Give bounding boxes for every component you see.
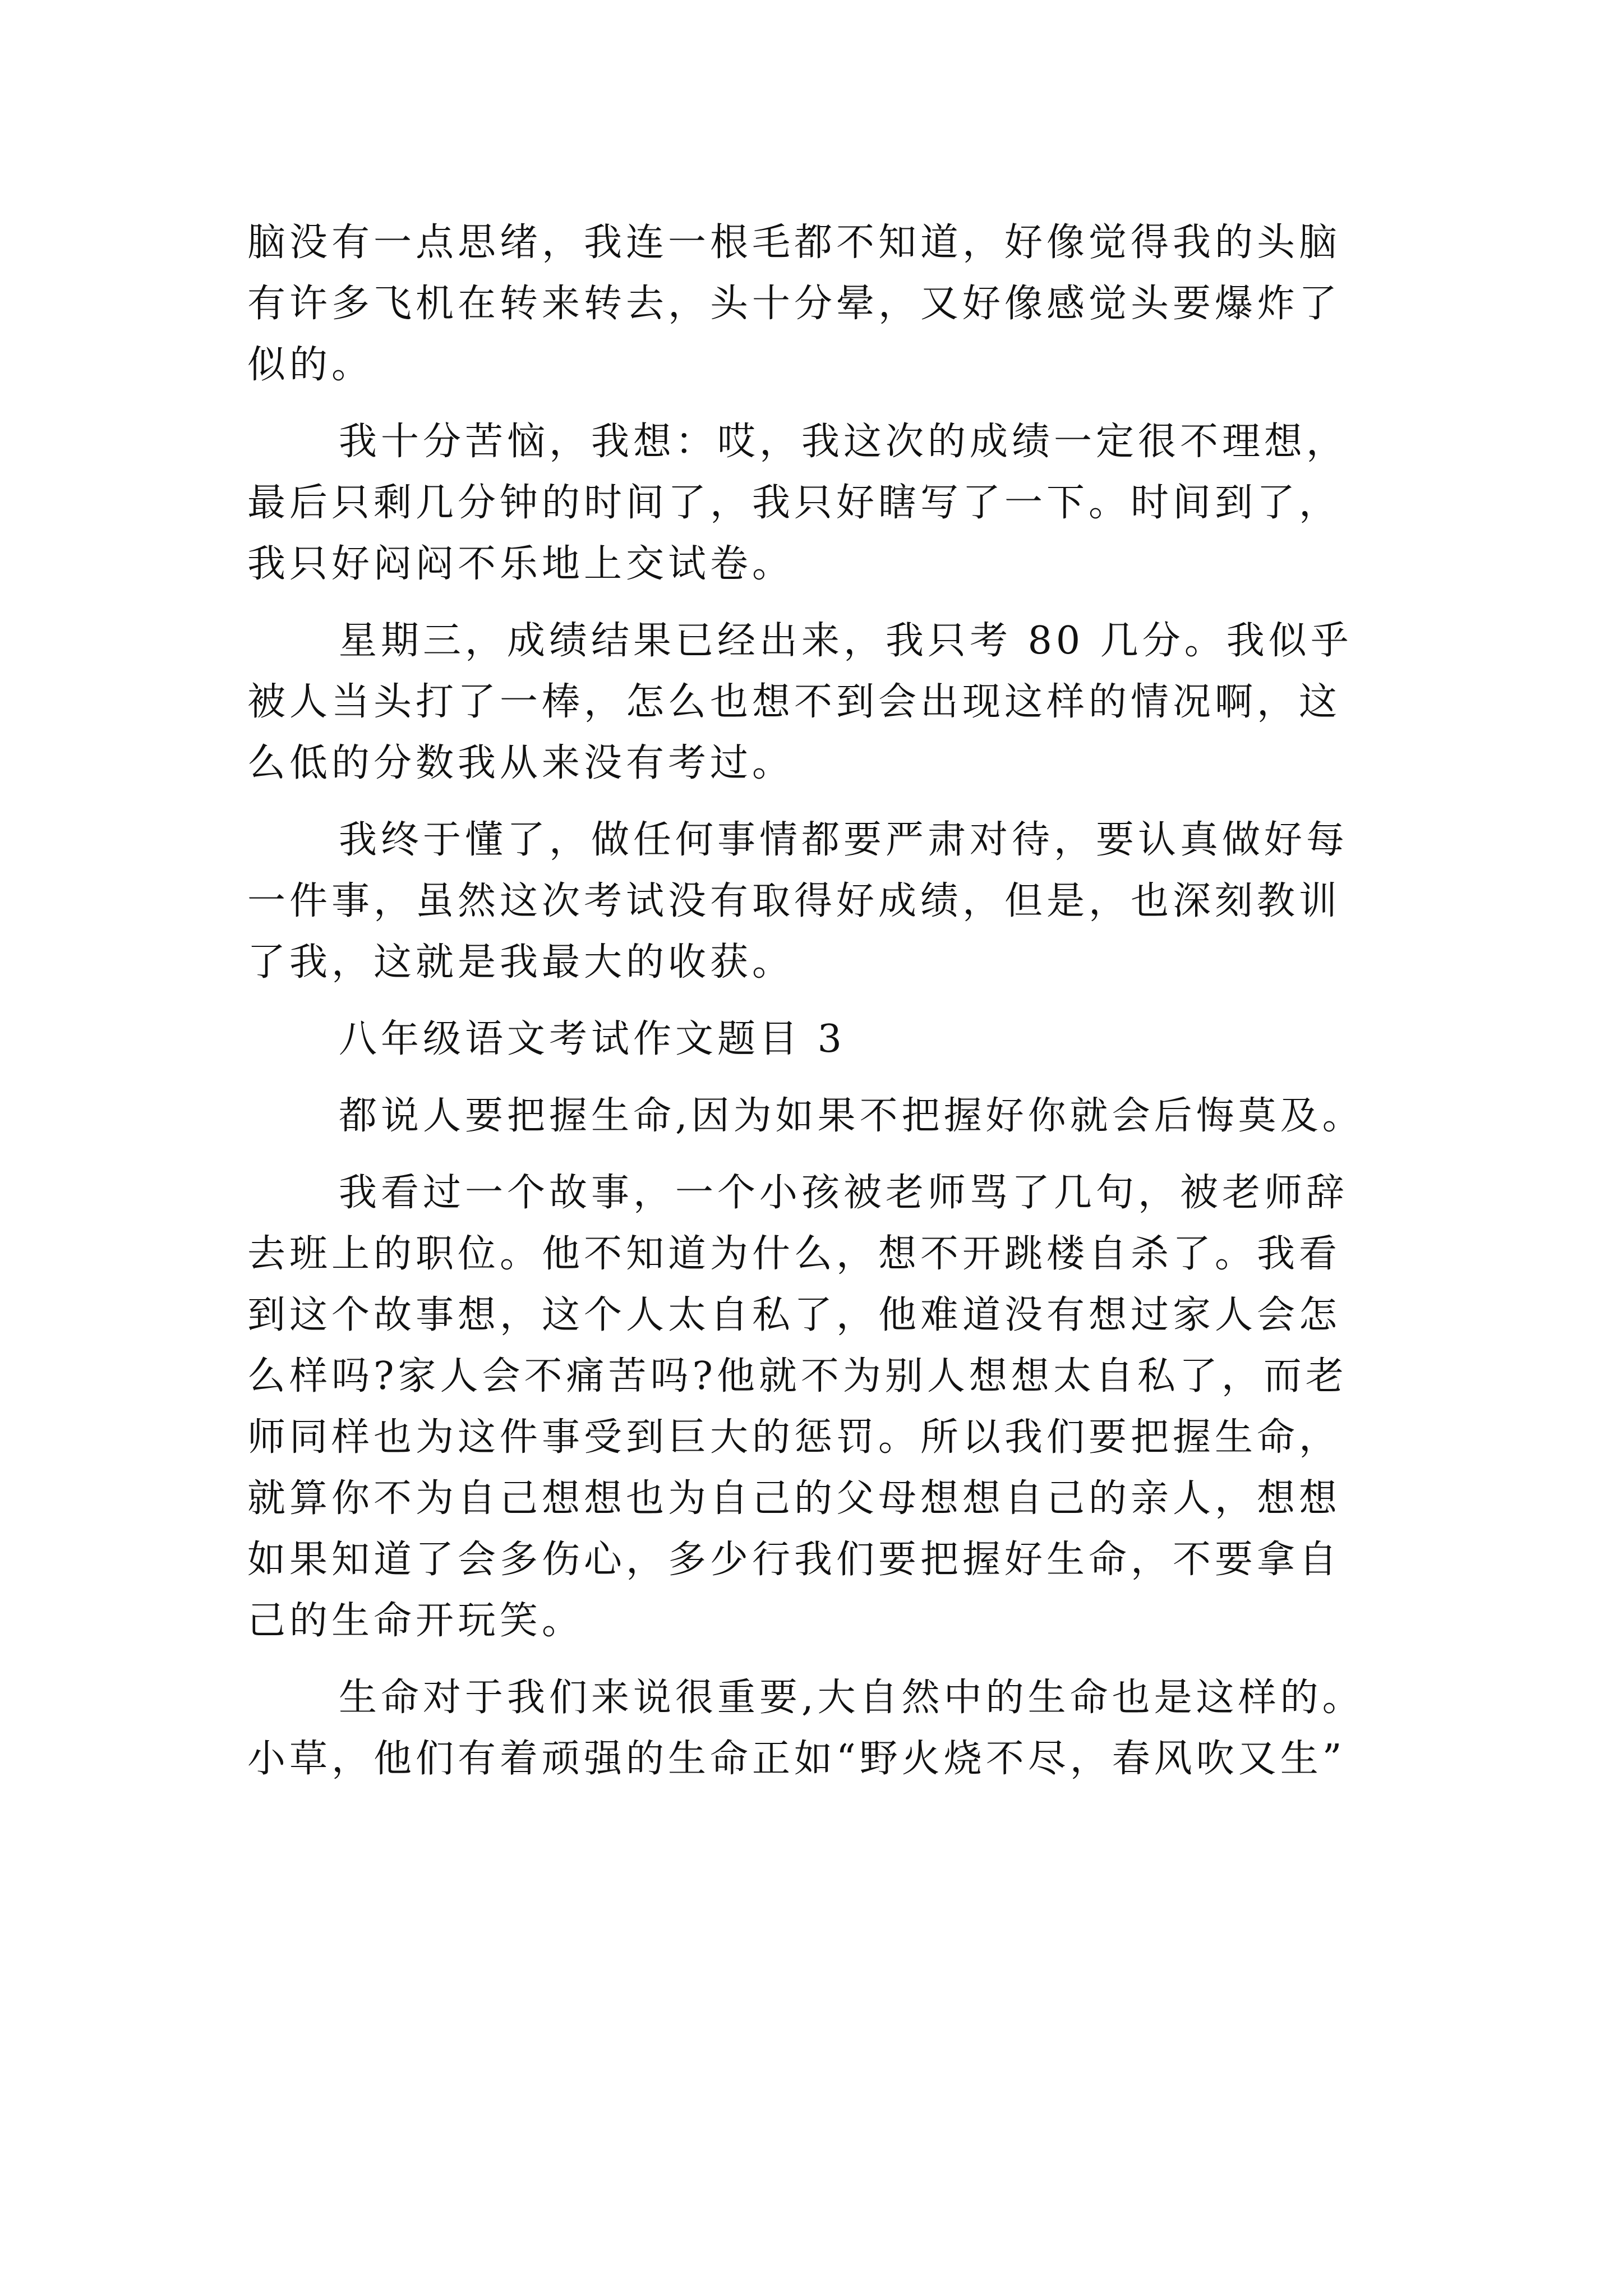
text-line: 最后只剩几分钟的时间了，我只好瞎写了一下。时间到了，: [247, 481, 1341, 525]
text-line: 就算你不为自己想想也为自己的父母想想自己的亲人，想想: [247, 1476, 1341, 1521]
text-line: 到这个故事想，这个人太自私了，他难道没有想过家人会怎: [247, 1293, 1341, 1337]
text-line: 生命对于我们来说很重要,大自然中的生命也是这样的。: [339, 1676, 1364, 1720]
paragraph: [247, 610, 1391, 794]
text-line: 师同样也为这件事受到巨大的惩罚。所以我们要把握生命，: [247, 1415, 1341, 1460]
text-line: 我只好闷闷不乐地上交试卷。: [247, 542, 795, 586]
text-line: 脑没有一点思绪，我连一根毛都不知道，好像觉得我的头脑: [247, 220, 1341, 265]
text-line: 一件事，虽然这次考试没有取得好成绩，但是，也深刻教训: [247, 879, 1341, 923]
text-line: 去班上的职位。他不知道为什么，想不开跳楼自杀了。我看: [247, 1232, 1341, 1276]
heading-text: 八年级语文考试作文题目 3: [339, 1017, 846, 1061]
section-heading: [247, 1009, 1391, 1070]
text-line: 被人当头打了一棒，怎么也想不到会出现这样的情况啊，这: [247, 680, 1341, 724]
text-line: 似的。: [247, 343, 374, 387]
text-line: 我终于懂了，做任何事情都要严肃对待，要认真做好每: [339, 818, 1349, 862]
paragraph: [247, 411, 1391, 595]
text-line: 么样吗?家人会不痛苦吗?他就不为别人想想太自私了，而老: [247, 1354, 1348, 1398]
paragraph: [247, 809, 1391, 993]
text-line: 我看过一个故事，一个小孩被老师骂了几句，被老师辞: [339, 1171, 1349, 1215]
text-line: 小草，他们有着顽强的生命正如“野火烧不尽，春风吹又生”: [247, 1737, 1346, 1781]
paragraph: [247, 1667, 1391, 1789]
paragraph: [247, 212, 1391, 395]
text-line: 都说人要把握生命,因为如果不把握好你就会后悔莫及。: [339, 1094, 1364, 1138]
paragraph: [247, 1162, 1391, 1651]
text-line: 如果知道了会多伤心，多少行我们要把握好生命，不要拿自: [247, 1538, 1341, 1582]
paragraph: [247, 1085, 1391, 1147]
text-line: 己的生命开玩笑。: [247, 1599, 584, 1643]
document-body: [247, 212, 1391, 1789]
text-line: 星期三，成绩结果已经出来，我只考 80 几分。我似乎: [339, 619, 1353, 663]
text-line: 了我，这就是我最大的收获。: [247, 940, 795, 984]
text-line: 么低的分数我从来没有考过。: [247, 741, 795, 785]
text-line: 我十分苦恼，我想：哎，我这次的成绩一定很不理想，: [339, 420, 1349, 464]
text-line: 有许多飞机在转来转去，头十分晕，又好像感觉头要爆炸了: [247, 282, 1341, 326]
